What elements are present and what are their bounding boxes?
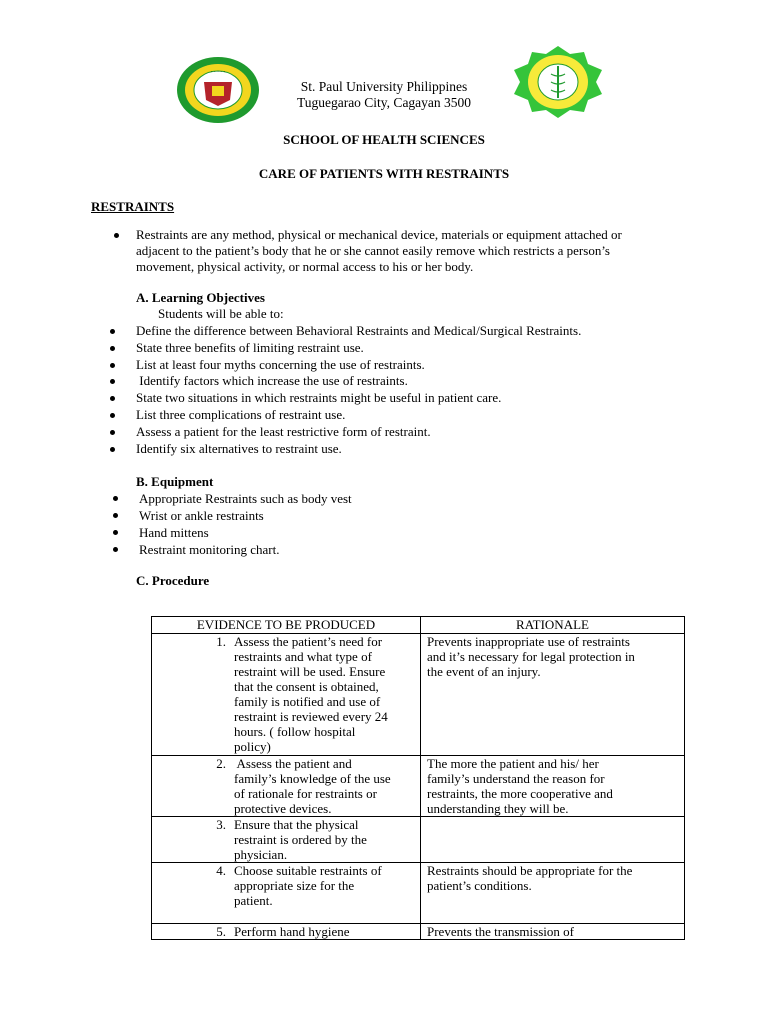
page-title: CARE OF PATIENTS WITH RESTRAINTS [258, 166, 510, 181]
section-heading-restraints: RESTRAINTS [91, 199, 175, 214]
equipment-heading: B. Equipment [136, 474, 214, 489]
rationale-line: patient’s conditions. [427, 878, 532, 893]
objective-text: List three complications of restraint use. [136, 406, 346, 422]
objective-text: List at least four myths concerning the use of restraints. [136, 356, 425, 372]
rationale-line: The more the patient and his/ her [427, 756, 599, 771]
evidence-line: physician. [234, 847, 288, 862]
evidence-text [234, 924, 416, 939]
list-item [136, 323, 716, 340]
bullet-icon [110, 346, 115, 351]
evidence-line: restraints and what type of [234, 649, 372, 664]
definition-line: movement, physical activity, or normal access to his or her body. [136, 259, 474, 274]
table-header-row [152, 617, 685, 634]
list-item [136, 424, 716, 441]
evidence-line: that the consent is obtained, [234, 679, 379, 694]
bullet-icon [110, 447, 115, 452]
rationale-cell [421, 634, 685, 756]
rationale-line: restraints, the more cooperative and [427, 786, 613, 801]
objective-text: Assess a patient for the least restrictive form of restraint. [136, 423, 431, 439]
column-header-evidence: EVIDENCE TO BE PRODUCED [152, 617, 421, 634]
rationale-line: Restraints should be appropriate for the [427, 863, 633, 878]
equipment-text: Restraint monitoring chart. [139, 542, 280, 557]
table-row [152, 924, 685, 940]
step-number: 1. [216, 634, 226, 649]
objectives-heading: A. Learning Objectives [136, 290, 265, 305]
evidence-line: policy) [234, 739, 271, 754]
university-address: Tuguegarao City, Cagayan 3500 [296, 95, 472, 110]
evidence-cell [152, 924, 421, 940]
objective-text: State two situations in which restraints might be useful in patient care. [136, 390, 502, 406]
table-row [152, 817, 685, 863]
list-item [136, 340, 716, 357]
evidence-line: family’s knowledge of the use [234, 771, 391, 786]
objectives-list [136, 323, 716, 457]
bullet-icon [110, 430, 115, 435]
list-item [136, 441, 716, 458]
step-number: 4. [216, 863, 226, 878]
evidence-line: Assess the patient and [234, 756, 352, 771]
objectives-intro: Students will be able to: [158, 306, 284, 321]
table-row [152, 863, 685, 924]
rationale-line: understanding they will be. [427, 801, 569, 816]
evidence-text [234, 634, 416, 754]
column-header-rationale: RATIONALE [421, 617, 685, 634]
rationale-line: and it’s necessary for legal protection in [427, 649, 635, 664]
definition-line: adjacent to the patient’s body that he or she cannot easily remove which restricts a person’s [136, 243, 610, 258]
evidence-cell [152, 756, 421, 817]
list-item [136, 357, 716, 374]
objective-text: State three benefits of limiting restraint use. [136, 339, 364, 355]
evidence-line: Choose suitable restraints of [234, 863, 382, 878]
rationale-cell [421, 756, 685, 817]
rationale-cell [421, 863, 685, 924]
bullet-icon [110, 396, 115, 401]
school-name: SCHOOL OF HEALTH SCIENCES [283, 132, 485, 147]
evidence-cell [152, 817, 421, 863]
evidence-line: hours. ( follow hospital [234, 724, 356, 739]
evidence-line: restraint will be used. Ensure [234, 664, 386, 679]
list-item [136, 373, 716, 390]
evidence-text [234, 863, 416, 908]
evidence-line: Assess the patient’s need for [234, 634, 383, 649]
table-row [152, 756, 685, 817]
equipment-text: Wrist or ankle restraints [139, 508, 264, 523]
restraints-definition [136, 227, 696, 275]
bullet-icon [113, 496, 118, 501]
bullet-icon [113, 513, 118, 518]
procedure-table [151, 616, 685, 940]
bullet-icon [113, 530, 118, 535]
step-number: 2. [216, 756, 226, 771]
bullet-icon [110, 363, 115, 368]
objective-text: Identify six alternatives to restraint use. [136, 440, 342, 456]
evidence-line: patient. [234, 893, 273, 908]
rationale-line: family’s understand the reason for [427, 771, 605, 786]
rationale-cell [421, 817, 685, 863]
evidence-text [234, 817, 416, 862]
rationale-cell [421, 924, 685, 940]
evidence-line: family is notified and use of [234, 694, 381, 709]
procedure-heading: C. Procedure [136, 573, 210, 588]
definition-line: Restraints are any method, physical or mechanical device, materials or equipment attached or [136, 227, 622, 242]
list-item [136, 390, 716, 407]
evidence-text [234, 756, 416, 816]
rationale-line: Prevents inappropriate use of restraints [427, 634, 630, 649]
rationale-line: the event of an injury. [427, 664, 541, 679]
list-item [139, 490, 539, 507]
evidence-line: restraint is reviewed every 24 [234, 709, 388, 724]
list-item [139, 507, 539, 524]
evidence-line: Perform hand hygiene [234, 924, 350, 939]
equipment-text: Appropriate Restraints such as body vest [139, 491, 352, 506]
bullet-icon [110, 379, 115, 384]
bullet-icon [114, 233, 119, 238]
university-name: St. Paul University Philippines [300, 79, 468, 94]
list-item [139, 524, 539, 541]
step-number: 3. [216, 817, 226, 832]
bullet-icon [110, 413, 115, 418]
evidence-line: protective devices. [234, 801, 332, 816]
bullet-icon [113, 547, 118, 552]
list-item [136, 407, 716, 424]
list-item [139, 541, 539, 558]
step-number: 5. [216, 924, 226, 939]
equipment-text: Hand mittens [139, 525, 209, 540]
rationale-line: Prevents the transmission of [427, 924, 574, 939]
objective-text: Define the difference between Behavioral Restraints and Medical/Surgical Restraints. [136, 323, 582, 338]
evidence-line: appropriate size for the [234, 878, 355, 893]
evidence-line: Ensure that the physical [234, 817, 359, 832]
evidence-cell [152, 634, 421, 756]
evidence-line: of rationale for restraints or [234, 786, 377, 801]
equipment-list [139, 490, 539, 558]
evidence-line: restraint is ordered by the [234, 832, 367, 847]
svg-text:· · · · ·: · · · · · [210, 69, 226, 75]
objective-text: Identify factors which increase the use of restraints. [136, 373, 408, 389]
table-row [152, 634, 685, 756]
bullet-icon [110, 329, 115, 334]
evidence-cell [152, 863, 421, 924]
